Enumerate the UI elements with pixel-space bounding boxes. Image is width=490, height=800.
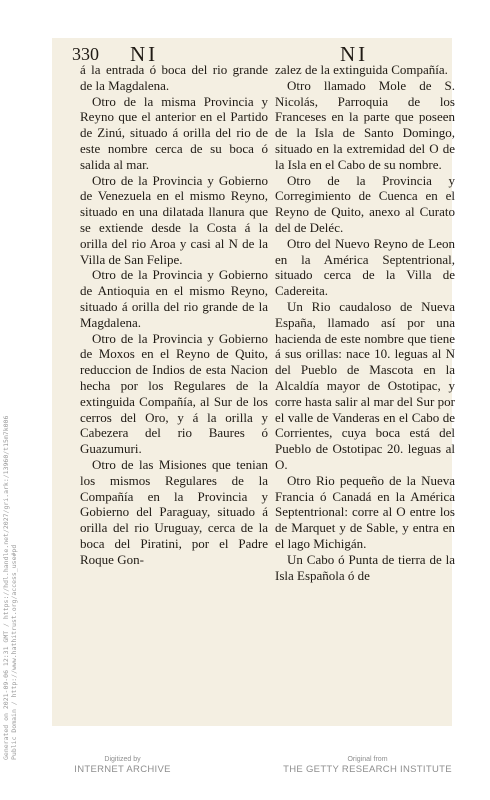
paragraph: Un Cabo ó Punta de tierra de la Isla Española ó de bbox=[275, 551, 455, 583]
right-column bbox=[275, 62, 455, 583]
paragraph: Otro de la misma Provincia y Reyno que el anterior en el Partido de Zinú, situado á orilla del rio de este nombre cerca de su boca ó salida al mar. bbox=[80, 93, 268, 172]
stamp-line-generated: Generated on 2021-09-06 12:31 GMT / https://hdl.handle.net/2027/gri.ark:/13960/t15m7k006 bbox=[2, 415, 10, 760]
left-column bbox=[80, 62, 268, 568]
paragraph: Otro de la Provincia y Gobierno de Antioquia en el mismo Reyno, situado á orilla del rio grande de la Magdalena. bbox=[80, 267, 268, 330]
paragraph: Otro Rio pequeño de la Nueva Francia ó Canadá en la América Septentrional: corre al O entre los de Marquet y de Sable, y entra en el lago Michigán. bbox=[275, 472, 455, 551]
paragraph: Otro de la Provincia y Gobierno de Moxos en el Reyno de Quito, reduccion de Indios de esta Nacion hecha por los Regulares de la extinguida Compañía, al Sur de los cerros del Oro, y á la orilla y Cabezera del rio Baures ó Guazumuri. bbox=[80, 330, 268, 457]
stamp-line-rights: Public Domain / http://www.hathitrust.org/access_use#pd bbox=[10, 544, 18, 760]
running-head-left: NI bbox=[130, 42, 159, 66]
paragraph: Otro del Nuevo Reyno de Leon en la América Septentrional, situado cerca de la Villa de Cadereita. bbox=[275, 235, 455, 299]
footer-original-source: THE GETTY RESEARCH INSTITUTE bbox=[283, 764, 452, 775]
footer-digitizer-name: INTERNET ARCHIVE bbox=[74, 764, 171, 775]
paragraph: Un Rio caudaloso de Nueva España, llamado así por una hacienda de este nombre que tiene á sus orillas: nace 10. leguas al N del Pueblo de Mascota en la Alcaldía mayor de Ostotipac, y corre hasta salir al mar del Sur por el valle de Vanderas en el Cabo de Corrientes, cuya boca está del Pueblo de Ostotipac 20. leguas al O. bbox=[275, 298, 455, 472]
running-head-right: NI bbox=[340, 42, 369, 66]
footer-original-label: Original from bbox=[347, 756, 388, 763]
paragraph: á la entrada ó boca del rio grande de la Magdalena. bbox=[80, 62, 268, 93]
footer-digitized bbox=[0, 755, 245, 776]
paragraph: Otro de la Provincia y Gobierno de Venezuela en el mismo Reyno, situado en una dilatada llanura que se extiende desde la Costa á la orilla del rio Aroa y casi al N de la Villa de San Felipe. bbox=[80, 172, 268, 267]
footer-original bbox=[245, 755, 490, 776]
paragraph: Otro llamado Mole de S. Nicolás, Parroquia de los Franceses en la parte que poseen de la Isla de Santo Domingo, situado en la extremidad del O de la Isla en el Cabo de su nombre. bbox=[275, 77, 455, 172]
paragraph: Otro de las Misiones que tenian los mismos Regulares de la Compañía en la Provincia y Gobierno del Paraguay, situado á orilla del rio Uruguay, cerca de la boca del Piratini, por el Padre Roque Gon- bbox=[80, 456, 268, 567]
footer-digitized-label: Digitized by bbox=[104, 756, 141, 763]
paragraph: zalez de la extinguida Compañía. bbox=[275, 62, 448, 77]
page-number: 330 bbox=[72, 44, 99, 64]
hathitrust-stamp bbox=[2, 416, 18, 760]
paragraph: Otro de la Provincia y Corregimiento de Cuenca en el Reyno de Quito, anexo al Curato del de Deléc. bbox=[275, 172, 455, 235]
